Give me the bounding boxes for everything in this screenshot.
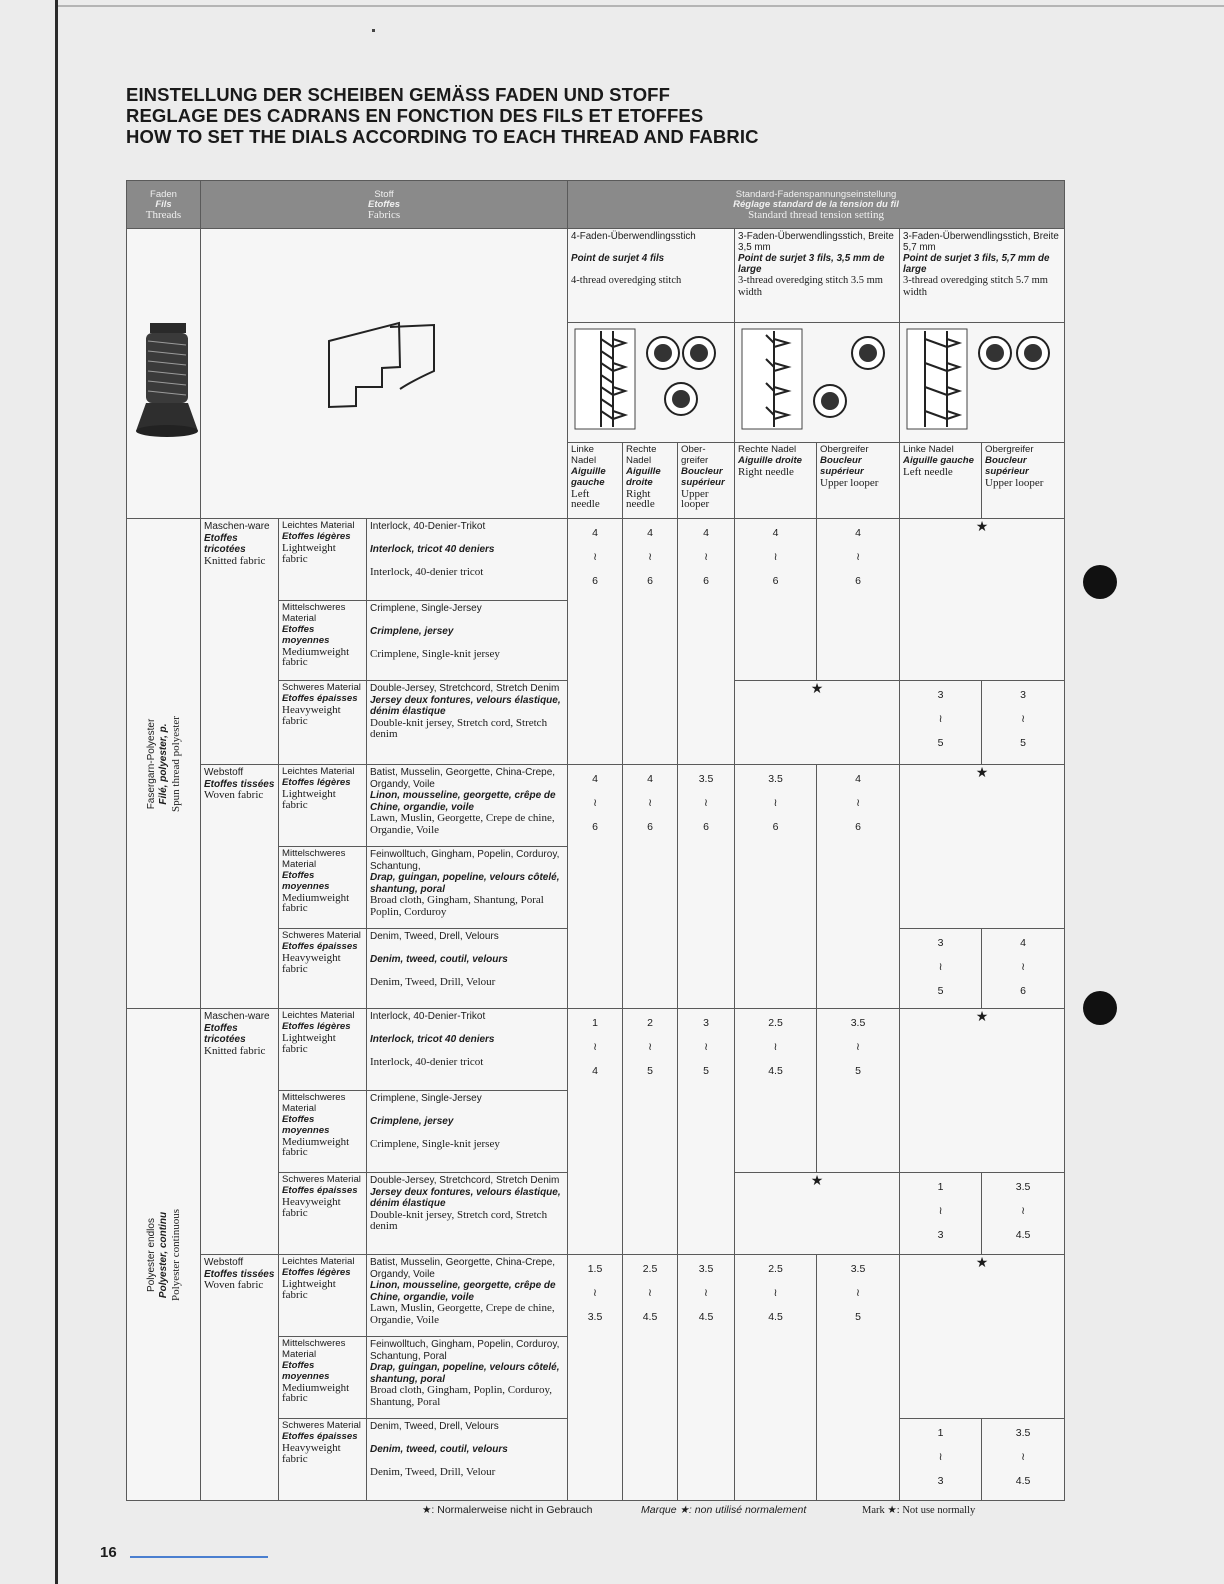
- category-knitted: Maschen-ware Etoffes tricotées Knitted fabric: [201, 519, 279, 765]
- value-cell: 3 ≀ 5: [900, 929, 982, 1009]
- value-cell: 4 ≀ 6: [568, 765, 623, 1009]
- value-cell: 2.5 ≀ 4.5: [735, 1255, 817, 1501]
- dial-illustration-4-thread: [568, 323, 735, 443]
- weight-light: Leichtes Material Etoffes légères Lightweight fabric: [279, 519, 367, 601]
- fabric-list: Denim, Tweed, Drell, Velours Denim, tweed, coutil, velours Denim, Tweed, Drill, Velour: [367, 1419, 568, 1501]
- col-right-needle: Rechte Nadel Aiguille droite Right needle: [623, 443, 678, 519]
- fabric-illustration: [201, 229, 568, 519]
- value-cell: 3.5 ≀ 5: [817, 1009, 900, 1173]
- binding-spine: [55, 0, 58, 1584]
- fabric-list: Crimplene, Single-Jersey Crimplene, jersey Crimplene, Single-knit jersey: [367, 1091, 568, 1173]
- page-title-block: [126, 84, 759, 147]
- value-cell: 2.5 ≀ 4.5: [623, 1255, 678, 1501]
- weight-light: Leichtes Material Etoffes légères Lightweight fabric: [279, 1255, 367, 1337]
- value-cell: 3 ≀ 5: [678, 1009, 735, 1255]
- col-upper-looper-3b: Obergreifer Boucleur supérieur Upper looper: [982, 443, 1065, 519]
- spool-icon: [130, 231, 201, 511]
- value-cell: 3 ≀ 5: [982, 681, 1065, 765]
- title-english: HOW TO SET THE DIALS ACCORDING TO EACH THREAD AND FABRIC: [126, 126, 759, 147]
- value-cell: 3.5 ≀ 4.5: [982, 1173, 1065, 1255]
- value-cell: 3.5 ≀ 4.5: [982, 1419, 1065, 1501]
- weight-medium: Mittelschweres Material Etoffes moyennes Mediumweight fabric: [279, 1337, 367, 1419]
- category-woven: Webstoff Etoffes tissées Woven fabric: [201, 765, 279, 1009]
- thread-spool-illustration: [127, 229, 201, 519]
- value-cell: 3.5 ≀ 6: [735, 765, 817, 1009]
- fabric-list: Double-Jersey, Stretchcord, Stretch Denim Jersey deux fontures, velours élastique, dénim élastique Double-knit jersey, Stretch cord, Stretch denim: [367, 1173, 568, 1255]
- weight-light: Leichtes Material Etoffes légères Lightweight fabric: [279, 765, 367, 847]
- not-used-mark: ★: [735, 1173, 900, 1255]
- col-upper-looper-3a: Obergreifer Boucleur supérieur Upper looper: [817, 443, 900, 519]
- value-cell: 1 ≀ 3: [900, 1173, 982, 1255]
- title-german: EINSTELLUNG DER SCHEIBEN GEMÄSS FADEN UND STOFF: [126, 84, 670, 105]
- value-cell: 3.5 ≀ 6: [678, 765, 735, 1009]
- col-upper-looper: Ober-greifer Boucleur supérieur Upper looper: [678, 443, 735, 519]
- header-fabrics: Stoff Etoffes Fabrics: [201, 181, 568, 229]
- page-number: 16: [100, 1544, 117, 1561]
- value-cell: 3 ≀ 5: [900, 681, 982, 765]
- weight-heavy: Schweres Material Etoffes épaisses Heavyweight fabric: [279, 929, 367, 1009]
- category-woven: Webstoff Etoffes tissées Woven fabric: [201, 1255, 279, 1501]
- value-cell: 4 ≀ 6: [623, 519, 678, 765]
- fabric-list: Batist, Musselin, Georgette, China-Crepe, Organdy, Voile Linon, mousseline, georgette, crêpe de Chine, organdie, voile Lawn, Muslin, Georgette, Crepe de chine, Organdie, Voile: [367, 1255, 568, 1337]
- title-french: REGLAGE DES CADRANS EN FONCTION DES FILS ET ETOFFES: [126, 105, 704, 126]
- punch-hole-upper: [1083, 565, 1117, 599]
- thread-polyester-continuous: Polyester endlos Polyester, continu Polyester continuous: [127, 1009, 201, 1501]
- fabric-list: Crimplene, Single-Jersey Crimplene, jersey Crimplene, Single-knit jersey: [367, 601, 568, 681]
- stitch-4-thread: 4-Faden-Überwendlingsstich Point de surjet 4 fils 4-thread overedging stitch: [568, 229, 735, 323]
- speck: [372, 29, 375, 32]
- dial-illustration-3-thread-3-5mm: [735, 323, 900, 443]
- fabric-list: Interlock, 40-Denier-Trikot Interlock, tricot 40 deniers Interlock, 40-denier tricot: [367, 1009, 568, 1091]
- header-tension: Standard-Fadenspannungseinstellung Réglage standard de la tension du fil Standard thread tension setting: [568, 181, 1065, 229]
- page-top-edge: [55, 5, 1224, 7]
- header-threads: Faden Fils Threads: [127, 181, 201, 229]
- value-cell: 3.5 ≀ 5: [817, 1255, 900, 1501]
- value-cell: 4 ≀ 6: [817, 765, 900, 1009]
- value-cell: 1.5 ≀ 3.5: [568, 1255, 623, 1501]
- punch-hole-lower: [1083, 991, 1117, 1025]
- weight-heavy: Schweres Material Etoffes épaisses Heavyweight fabric: [279, 1173, 367, 1255]
- fabric-list: Double-Jersey, Stretchcord, Stretch Denim Jersey deux fontures, velours élastique, dénim élastique Double-knit jersey, Stretch cord, Stretch denim: [367, 681, 568, 765]
- category-knitted: Maschen-ware Etoffes tricotées Knitted fabric: [201, 1009, 279, 1255]
- stitch-3-thread-5-7mm: 3-Faden-Überwendlingsstich, Breite 5,7 mm Point de surjet 3 fils, 5,7 mm de large 3-thread overedging stitch 5.7 mm width: [900, 229, 1065, 323]
- weight-light: Leichtes Material Etoffes légères Lightweight fabric: [279, 1009, 367, 1091]
- fabric-list: Feinwolltuch, Gingham, Popelin, Corduroy, Schantung, Drap, guingan, popeline, velours côtelé, shantung, poral Broad cloth, Gingham, Shantung, Poral Poplin, Corduroy: [367, 847, 568, 929]
- footnote-english: Mark ★: Not use normally: [862, 1505, 976, 1516]
- footnote-french: Marque ★: non utilisé normalement: [641, 1504, 807, 1516]
- col-left-needle-3b: Linke Nadel Aiguille gauche Left needle: [900, 443, 982, 519]
- value-cell: 2.5 ≀ 4.5: [735, 1009, 817, 1173]
- weight-medium: Mittelschweres Material Etoffes moyennes Mediumweight fabric: [279, 1091, 367, 1173]
- value-cell: 4 ≀ 6: [623, 765, 678, 1009]
- fabric-list: Batist, Musselin, Georgette, China-Crepe, Organdy, Voile Linon, mousseline, georgette, crêpe de Chine, organdie, voile Lawn, Muslin, Georgette, Crepe de chine, Organdie, Voile: [367, 765, 568, 847]
- fabric-list: Interlock, 40-Denier-Trikot Interlock, tricot 40 deniers Interlock, 40-denier tricot: [367, 519, 568, 601]
- value-cell: 4 ≀ 6: [817, 519, 900, 681]
- not-used-mark: ★: [900, 765, 1065, 929]
- value-cell: 1 ≀ 4: [568, 1009, 623, 1255]
- footnote-german: ★: Normalerweise nicht in Gebrauch: [422, 1504, 593, 1516]
- dial-settings-table: [126, 180, 1065, 1501]
- not-used-mark: ★: [900, 519, 1065, 681]
- value-cell: 1 ≀ 3: [900, 1419, 982, 1501]
- not-used-mark: ★: [735, 681, 900, 765]
- value-cell: 2 ≀ 5: [623, 1009, 678, 1255]
- weight-heavy: Schweres Material Etoffes épaisses Heavyweight fabric: [279, 1419, 367, 1501]
- value-cell: 4 ≀ 6: [735, 519, 817, 681]
- dial-illustration-3-thread-5-7mm: [900, 323, 1065, 443]
- fabric-list: Denim, Tweed, Drell, Velours Denim, tweed, coutil, velours Denim, Tweed, Drill, Velour: [367, 929, 568, 1009]
- value-cell: 4 ≀ 6: [982, 929, 1065, 1009]
- fabric-list: Feinwolltuch, Gingham, Popelin, Corduroy, Schantung, Poral Drap, guingan, popeline, velours côtelé, shantung, poral Broad cloth, Gingham, Poplin, Corduroy, Shantung, Poral: [367, 1337, 568, 1419]
- value-cell: 4 ≀ 6: [568, 519, 623, 765]
- thread-spun-polyester: Fasergarn-Polyester Filé, polyester, p. Spun thread polyester: [127, 519, 201, 1009]
- value-cell: 4 ≀ 6: [678, 519, 735, 765]
- weight-medium: Mittelschweres Material Etoffes moyennes Mediumweight fabric: [279, 847, 367, 929]
- not-used-mark: ★: [900, 1009, 1065, 1173]
- bottom-blue-line: [130, 1556, 268, 1558]
- value-cell: 3.5 ≀ 4.5: [678, 1255, 735, 1501]
- fabric-icon: [204, 231, 568, 511]
- col-right-needle-3a: Rechte Nadel Aiguille droite Right needle: [735, 443, 817, 519]
- weight-medium: Mittelschweres Material Etoffes moyennes Mediumweight fabric: [279, 601, 367, 681]
- not-used-mark: ★: [900, 1255, 1065, 1419]
- col-left-needle: Linke Nadel Aiguille gauche Left needle: [568, 443, 623, 519]
- stitch-3-thread-3-5mm: 3-Faden-Überwendlingsstich, Breite 3,5 mm Point de surjet 3 fils, 3,5 mm de large 3-thread overedging stitch 3.5 mm width: [735, 229, 900, 323]
- weight-heavy: Schweres Material Etoffes épaisses Heavyweight fabric: [279, 681, 367, 765]
